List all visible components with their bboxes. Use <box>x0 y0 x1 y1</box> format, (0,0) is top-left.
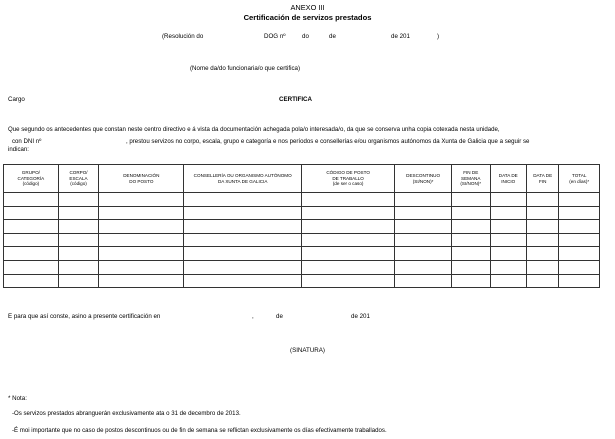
table-row <box>4 260 600 274</box>
table-body <box>4 193 600 288</box>
table-cell[interactable] <box>301 247 394 261</box>
table-cell[interactable] <box>451 206 490 220</box>
note-line-1: -Os servizos prestados abranguerán exclusivamente ata o 31 de decembro de 2013. <box>12 410 241 417</box>
table-row <box>4 274 600 288</box>
table-cell[interactable] <box>490 193 526 207</box>
table-cell[interactable] <box>395 274 452 288</box>
table-row <box>4 193 600 207</box>
table-cell[interactable] <box>184 260 302 274</box>
table-header-text: CONSELLERÍA OU ORGANISMO AUTÓNOMO <box>193 172 292 178</box>
table-cell[interactable] <box>184 220 302 234</box>
table-header-text: FIN <box>538 178 547 184</box>
table-cell[interactable] <box>4 193 59 207</box>
table-header-cell <box>99 165 184 193</box>
table-header-text: DE TRABALLO <box>332 175 364 181</box>
table-cell[interactable] <box>526 274 558 288</box>
table-header-text: (SI/NON)* <box>460 181 482 187</box>
table-header-text: CATEGORÍA <box>17 175 45 181</box>
table-header-text: CORPO/ <box>69 170 88 176</box>
table-cell[interactable] <box>4 247 59 261</box>
table-cell[interactable] <box>99 206 184 220</box>
table-header-text: SEMANA <box>461 175 481 181</box>
table-cell[interactable] <box>301 206 394 220</box>
table-cell[interactable] <box>490 233 526 247</box>
table-cell[interactable] <box>451 193 490 207</box>
table-cell[interactable] <box>526 247 558 261</box>
table-cell[interactable] <box>99 247 184 261</box>
table-cell[interactable] <box>301 274 394 288</box>
table-cell[interactable] <box>559 260 600 274</box>
table-cell[interactable] <box>301 260 394 274</box>
table-cell[interactable] <box>490 274 526 288</box>
certifica-heading: CERTIFICA <box>279 96 312 103</box>
table-header-cell <box>451 165 490 193</box>
note-title: * Nota: <box>8 395 27 402</box>
table-header-text: GRUPO/ <box>21 170 40 176</box>
table-cell[interactable] <box>184 233 302 247</box>
table-header-text: DO POSTO <box>129 178 154 184</box>
table-header-row <box>4 165 600 193</box>
table-header-text: DENOMINACIÓN <box>123 172 160 178</box>
table-header-cell <box>58 165 99 193</box>
table-header-text: (código) <box>22 181 40 187</box>
table-header-cell <box>395 165 452 193</box>
table-cell[interactable] <box>184 247 302 261</box>
table-cell[interactable] <box>4 220 59 234</box>
table-cell[interactable] <box>4 274 59 288</box>
table-cell[interactable] <box>526 220 558 234</box>
services-table <box>3 164 600 288</box>
table-cell[interactable] <box>58 193 99 207</box>
closing-comma: , <box>252 313 254 320</box>
table-header-text: DESCONTINUO <box>406 172 441 178</box>
table-header-cell <box>184 165 302 193</box>
table-cell[interactable] <box>184 206 302 220</box>
closing-year: de 201 <box>351 313 370 320</box>
table-header-text: INICIO <box>501 178 516 184</box>
table-cell[interactable] <box>559 233 600 247</box>
table-cell[interactable] <box>451 260 490 274</box>
table-cell[interactable] <box>301 233 394 247</box>
resolution-de: de <box>329 33 336 40</box>
table-cell[interactable] <box>58 260 99 274</box>
intro-line-1: Que segundo os antecedentes que constan neste centro directivo e á vista da documentación achegada pola/o interesada/o, da que se conserva unha copia cotexada nesta unidade, <box>8 126 500 133</box>
table-header-cell <box>526 165 558 193</box>
table-cell[interactable] <box>526 260 558 274</box>
table-cell[interactable] <box>99 220 184 234</box>
table-cell[interactable] <box>451 274 490 288</box>
table-header-text: (en días)* <box>569 178 590 184</box>
table-header-text: TOTAL <box>572 172 587 178</box>
table-cell[interactable] <box>184 274 302 288</box>
table-cell[interactable] <box>395 193 452 207</box>
intro-dni-label: con DNI nº <box>12 138 42 145</box>
table-cell[interactable] <box>58 206 99 220</box>
table-header-text: CÓDIGO DE POSTO <box>326 170 370 176</box>
resolution-year: de 201 <box>391 33 410 40</box>
table-cell[interactable] <box>4 206 59 220</box>
table-header-text: DA XUNTA DE GALICIA <box>217 178 268 184</box>
table-header-text: DATA DE <box>498 172 518 178</box>
table-cell[interactable] <box>490 260 526 274</box>
table-cell[interactable] <box>559 193 600 207</box>
resolution-close: ) <box>437 33 440 40</box>
intro-line-2: , prestou servizos no corpo, escala, grupo e categoría e nos períodos e consellerías e/ou organismos autónomos da Xunta de Galicia que a seguir se <box>126 138 530 145</box>
signature-label: (SINATURA) <box>290 347 325 354</box>
table-cell[interactable] <box>184 193 302 207</box>
table-cell[interactable] <box>490 247 526 261</box>
table-header-text: DATA DE <box>533 172 553 178</box>
table-header-text: (SI/NON)* <box>412 178 434 184</box>
table-cell[interactable] <box>395 233 452 247</box>
closing-text: E para que así conste, asino a presente certificación en <box>8 313 161 320</box>
table-row <box>4 233 600 247</box>
table-header-text: ESCALA <box>69 175 88 181</box>
table-cell[interactable] <box>559 206 600 220</box>
table-cell[interactable] <box>99 274 184 288</box>
document-title: Certificación de servizos prestados <box>243 13 372 22</box>
table-row <box>4 220 600 234</box>
table-cell[interactable] <box>58 220 99 234</box>
table-header-cell <box>4 165 59 193</box>
table-header-cell <box>559 165 600 193</box>
table-cell[interactable] <box>395 247 452 261</box>
resolution-do: do <box>302 33 309 40</box>
note-line-2: -É moi importante que no caso de postos descontinuos ou de fin de semana se reflictan exclusivamente os días efectivamente traballados. <box>12 427 387 434</box>
table-cell[interactable] <box>395 220 452 234</box>
table-cell[interactable] <box>395 206 452 220</box>
table-cell[interactable] <box>301 220 394 234</box>
intro-line-3: indican: <box>8 146 30 153</box>
table-cell[interactable] <box>559 220 600 234</box>
resolution-open: (Resolución do <box>162 33 204 40</box>
table-header-text: (código) <box>70 181 87 187</box>
table-cell[interactable] <box>395 260 452 274</box>
table-cell[interactable] <box>58 247 99 261</box>
table-cell[interactable] <box>58 233 99 247</box>
annex-label: ANEXO III <box>290 3 325 12</box>
table-cell[interactable] <box>4 233 59 247</box>
table-header-cell <box>490 165 526 193</box>
table-cell[interactable] <box>526 193 558 207</box>
table-cell[interactable] <box>559 274 600 288</box>
table-header-text: (de ser o caso) <box>332 181 364 187</box>
table-cell[interactable] <box>99 193 184 207</box>
table-cell[interactable] <box>99 233 184 247</box>
closing-de: de <box>276 313 283 320</box>
table-cell[interactable] <box>490 206 526 220</box>
table-cell[interactable] <box>451 247 490 261</box>
table-cell[interactable] <box>526 233 558 247</box>
table-row <box>4 206 600 220</box>
table-cell[interactable] <box>559 247 600 261</box>
table-cell[interactable] <box>99 260 184 274</box>
table-header-text: FIN DE <box>463 170 479 176</box>
cargo-label: Cargo <box>8 96 25 103</box>
table-row <box>4 247 600 261</box>
table-cell[interactable] <box>490 220 526 234</box>
resolution-dog: DOG nº <box>264 33 286 40</box>
table-cell[interactable] <box>526 206 558 220</box>
table-cell[interactable] <box>58 274 99 288</box>
table-cell[interactable] <box>451 233 490 247</box>
official-name-label: (Nome da/do funcionaria/o que certifica) <box>190 65 301 72</box>
table-cell[interactable] <box>4 260 59 274</box>
table-cell[interactable] <box>301 193 394 207</box>
table-header-cell <box>301 165 394 193</box>
table-cell[interactable] <box>451 220 490 234</box>
